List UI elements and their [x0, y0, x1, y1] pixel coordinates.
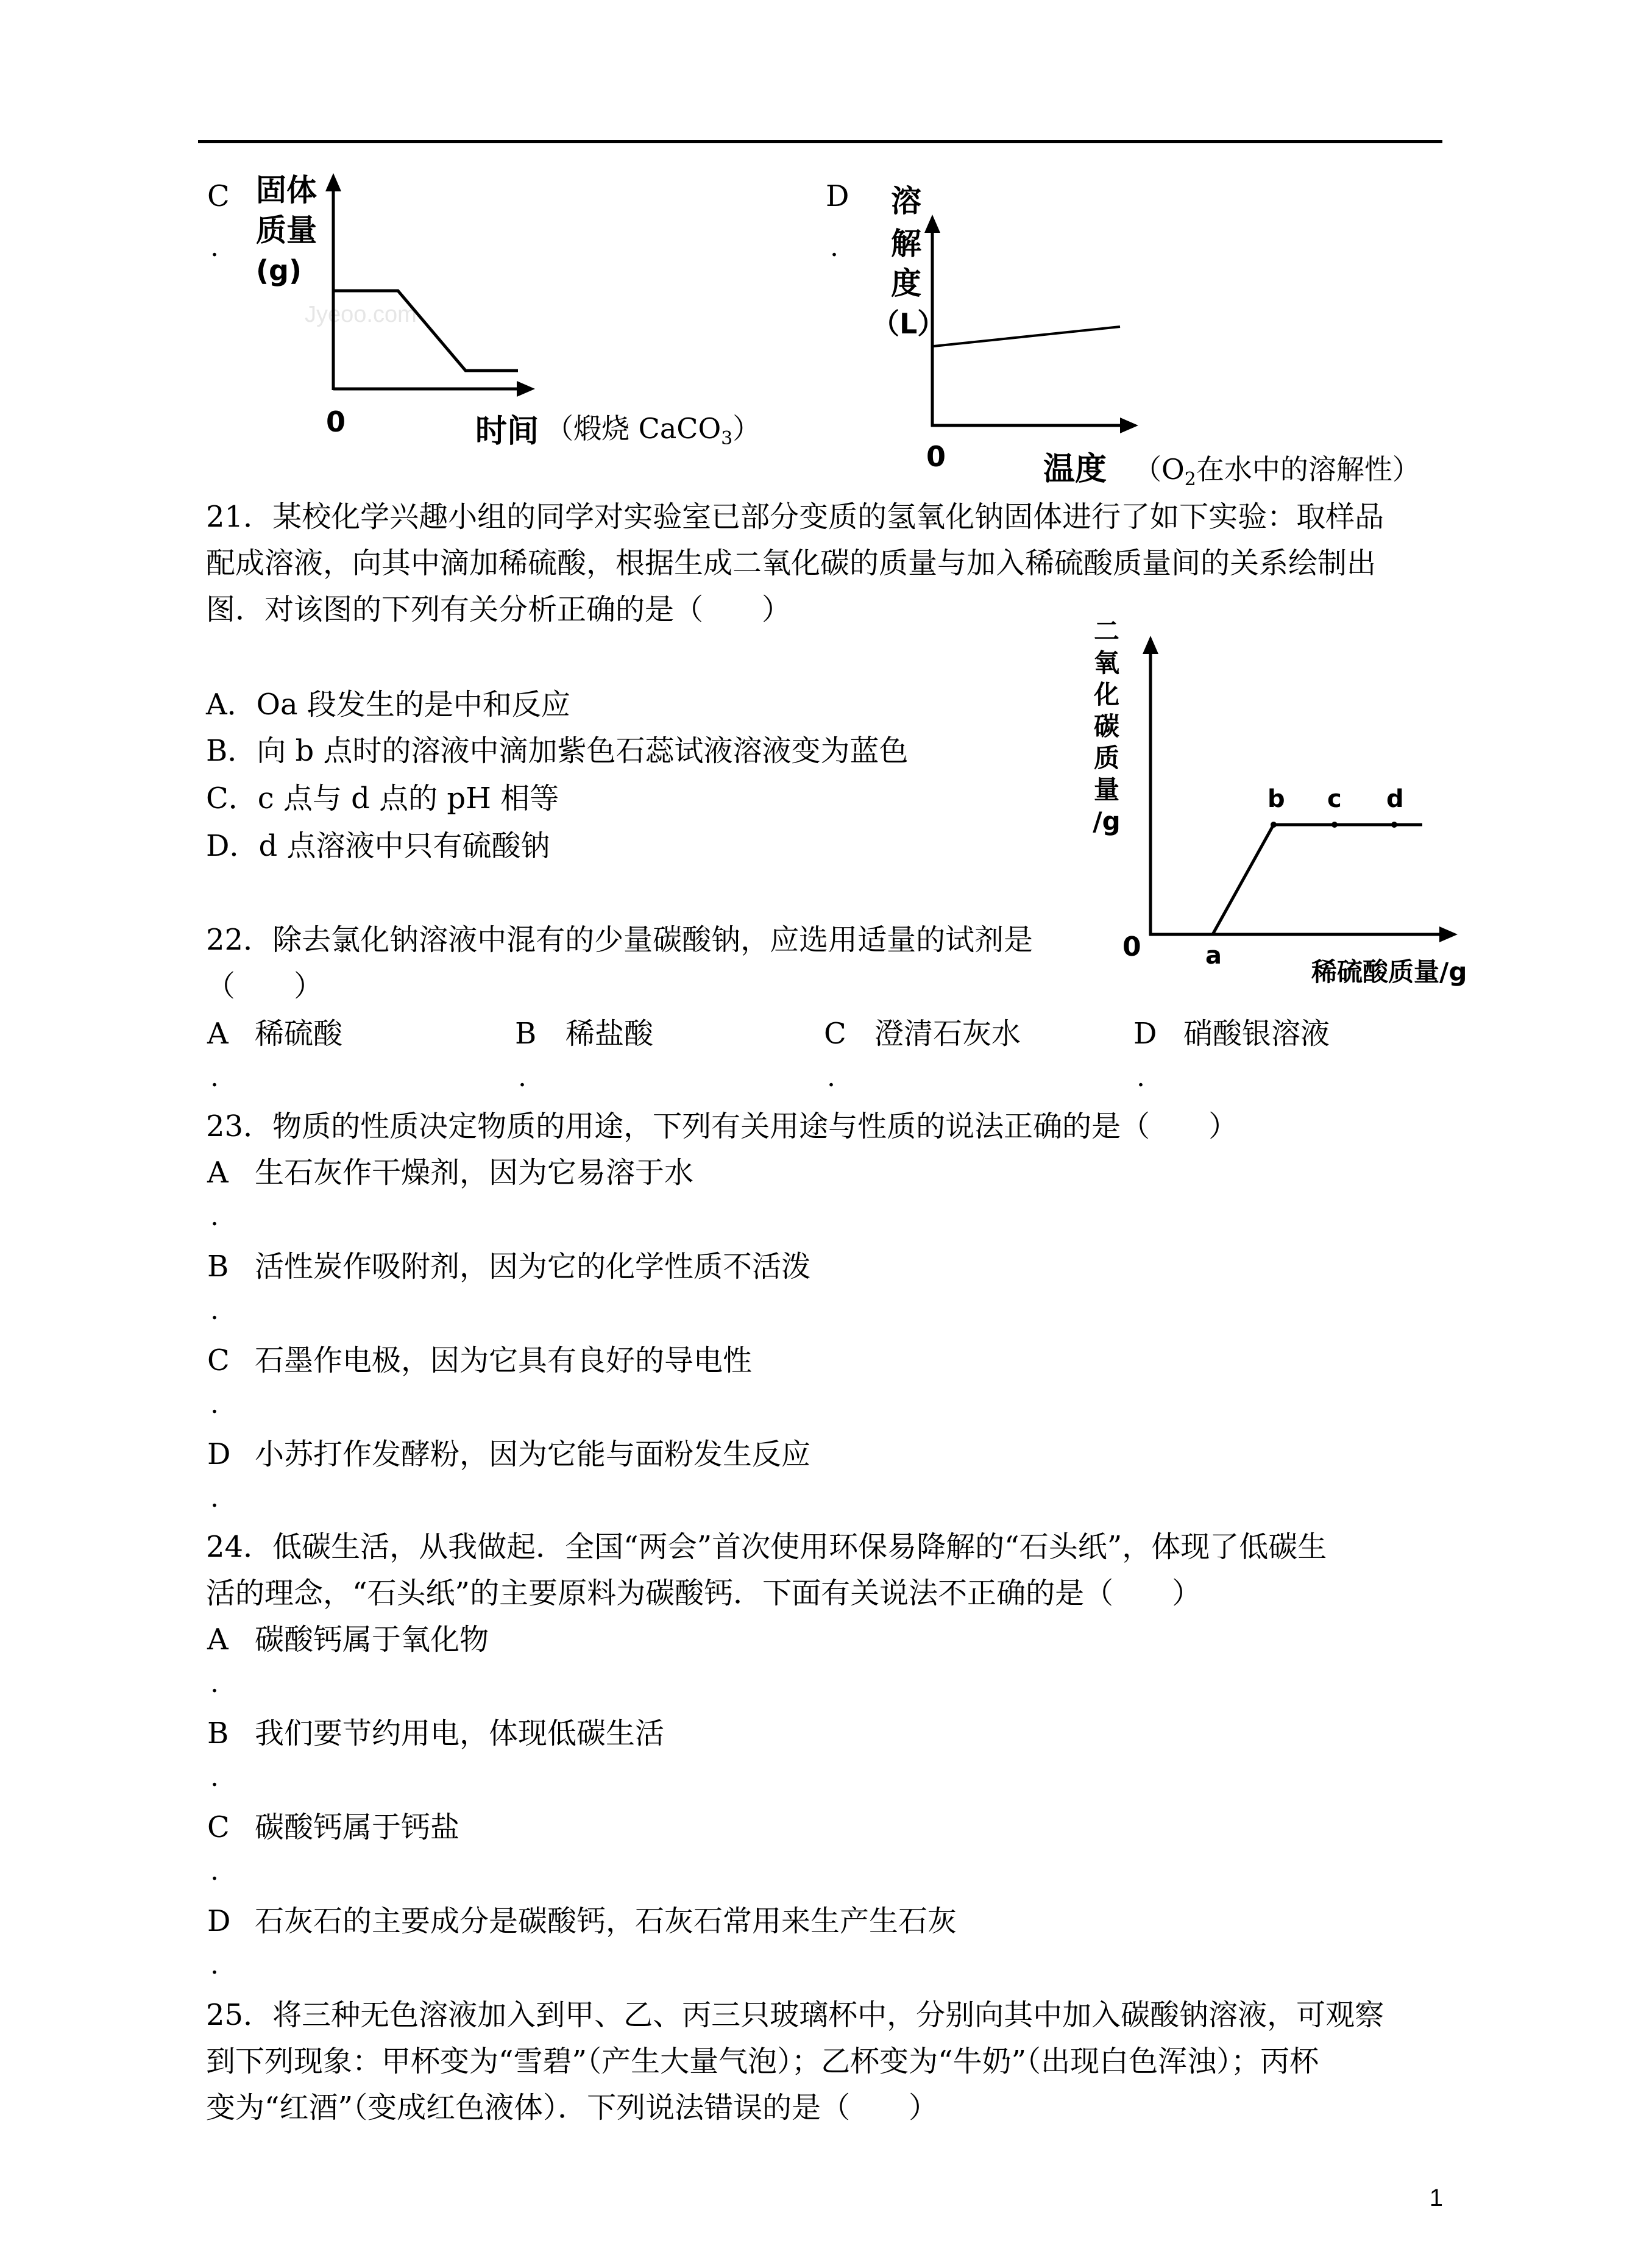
q21-ylabel-2: 氧 [1093, 648, 1119, 678]
q22-stem-line-1: 22．除去氯化钠溶液中混有的少量碳酸钠，应选用适量的试剂是 [206, 923, 1034, 957]
q22-option-c-letter: C [824, 1017, 846, 1051]
q22-option-d-dot: . [1136, 1062, 1145, 1093]
q23-option-b-letter: B [207, 1250, 229, 1284]
figure-d-origin: 0 [926, 440, 946, 473]
q21-x-arrow [1439, 926, 1458, 942]
q21-label-d: d [1386, 785, 1404, 813]
q23-option-c-dot: . [210, 1388, 219, 1420]
figure-d-ylabel-3: 度 [891, 266, 921, 301]
figure-c-ylabel-3: (g) [256, 254, 302, 287]
figure-d-ylabel-1: 溶 [891, 183, 921, 219]
q21-point-d [1391, 822, 1397, 828]
q24-option-c-dot: . [210, 1855, 219, 1886]
q21-point-c [1331, 822, 1338, 828]
page-number: 1 [1429, 2184, 1443, 2211]
q22-option-b-dot: . [518, 1062, 526, 1093]
q24-option-a[interactable]: 碳酸钙属于氧化物 [255, 1623, 489, 1657]
q24-option-c-letter: C [207, 1810, 230, 1844]
q24-option-b-dot: . [210, 1761, 219, 1793]
q24-option-b[interactable]: 我们要节约用电，体现低碳生活 [255, 1716, 665, 1751]
figure-c-letter: C [207, 179, 230, 213]
figure-d-xnote-sub: 2 [1184, 469, 1196, 491]
q25-stem-line-1: 25．将三种无色溶液加入到甲、乙、丙三只玻璃杯中，分别向其中加入碳酸钠溶液，可观察 [206, 1998, 1384, 2032]
q24-option-b-letter: B [207, 1716, 229, 1751]
q21-plot [1133, 631, 1475, 948]
q21-label-c: c [1327, 785, 1342, 813]
figure-d-y-arrow [924, 215, 940, 233]
figure-c-plot [317, 171, 536, 402]
q23-option-d-letter: D [207, 1437, 231, 1471]
q23-option-d[interactable]: 小苏打作发酵粉，因为它能与面粉发生反应 [255, 1437, 811, 1471]
q23-option-a-letter: A [207, 1156, 229, 1190]
q25-stem-line-2: 到下列现象：甲杯变为“雪碧”（产生大量气泡）；乙杯变为“牛奶”（出现白色浑浊）；丙杯 [206, 2044, 1319, 2078]
figure-c-x-arrow [517, 381, 535, 397]
q21-ylabel-5: 质 [1093, 743, 1119, 773]
q22-option-b[interactable]: 稀盐酸 [566, 1017, 654, 1051]
q21-point-b [1271, 822, 1277, 828]
figure-c-y-arrow [325, 173, 341, 191]
q24-stem-line-2: 活的理念，“石头纸”的主要原料为碳酸钙．下面有关说法不正确的是（ ） [206, 1576, 1202, 1610]
q23-option-b-dot: . [210, 1295, 219, 1326]
q21-xlabel: 稀硫酸质量/g [1311, 957, 1467, 987]
figure-c-ylabel-2: 质量 [256, 213, 317, 248]
q23-option-a[interactable]: 生石灰作干燥剂，因为它易溶于水 [255, 1156, 694, 1190]
figure-c-xnote [545, 411, 760, 456]
q24-option-d-letter: D [207, 1904, 231, 1938]
figure-c-xnote-text: （煅烧 CaCO [545, 412, 722, 445]
q22-option-c-dot: . [827, 1062, 835, 1093]
q22-option-c[interactable]: 澄清石灰水 [874, 1017, 1021, 1051]
figure-c-xlabel: 时间 [475, 413, 539, 450]
q21-label-b: b [1268, 785, 1285, 813]
figure-c-xnote-sub: 3 [721, 428, 733, 450]
figure-d-xlabel: 温度 [1043, 451, 1107, 488]
q23-option-c[interactable]: 石墨作电极，因为它具有良好的导电性 [255, 1343, 753, 1378]
header-rule [198, 140, 1442, 143]
q22-option-d[interactable]: 硝酸银溶液 [1183, 1017, 1330, 1051]
q23-stem: 23．物质的性质决定物质的用途，下列有关用途与性质的说法正确的是（ ） [206, 1109, 1238, 1143]
figure-d-ylabel-4: （L） [871, 307, 946, 340]
q24-stem-line-1: 24．低碳生活，从我做起．全国“两会”首次使用环保易降解的“石头纸”，体现了低碳生 [206, 1530, 1327, 1564]
q21-ylabel-3: 化 [1093, 680, 1119, 709]
q21-y-arrow [1143, 636, 1158, 654]
figure-d-line [934, 327, 1120, 346]
q24-option-a-letter: A [207, 1623, 229, 1657]
q22-option-b-letter: B [515, 1017, 537, 1051]
q24-option-c[interactable]: 碳酸钙属于钙盐 [255, 1810, 460, 1844]
q22-option-d-letter: D [1133, 1017, 1157, 1051]
figure-c-ylabel-1: 固体 [256, 172, 317, 208]
q22-option-a-letter: A [207, 1017, 229, 1051]
q21-option-a[interactable]: A．Oa 段发生的是中和反应 [206, 688, 570, 722]
q23-option-d-dot: . [210, 1482, 219, 1513]
figure-c-xnote-end: ） [732, 412, 761, 445]
q23-option-c-letter: C [207, 1343, 230, 1378]
figure-d-xnote [1133, 452, 1420, 497]
q21-curve [1150, 825, 1422, 934]
figure-d-plot [914, 207, 1158, 439]
q21-ylabel [1091, 616, 1122, 837]
q21-label-a: a [1205, 942, 1222, 970]
figure-d-xnote-end: 在水中的溶解性） [1196, 453, 1420, 486]
q21-ylabel-6: 量 [1093, 775, 1119, 805]
figure-c-watermark: Jyeoo.com [305, 302, 417, 327]
q21-ylabel-7: /g [1093, 806, 1121, 836]
figure-d-xnote-pre: （O [1133, 453, 1185, 486]
q24-option-a-dot: . [210, 1668, 219, 1699]
q21-ylabel-4: 碳 [1093, 711, 1119, 741]
q23-option-a-dot: . [210, 1201, 219, 1232]
q22-option-a[interactable]: 稀硫酸 [255, 1017, 343, 1051]
q21-stem-line-3: 图．对该图的下列有关分析正确的是（ ） [206, 592, 792, 627]
figure-d-letter: D [826, 179, 849, 213]
q22-stem-line-2: （ ） [206, 969, 324, 1003]
q24-option-d[interactable]: 石灰石的主要成分是碳酸钙，石灰石常用来生产生石灰 [255, 1904, 957, 1938]
q21-ylabel-1: 二 [1093, 616, 1119, 646]
q21-origin: 0 [1122, 931, 1141, 962]
figure-c-origin: 0 [326, 405, 346, 438]
figure-d-dot: . [830, 232, 838, 263]
figure-c-curve [335, 291, 518, 371]
q22-option-a-dot: . [210, 1062, 219, 1093]
figure-d-ylabel-2: 解 [891, 226, 921, 261]
q21-stem-line-2: 配成溶液，向其中滴加稀硫酸，根据生成二氧化碳的质量与加入稀硫酸质量间的关系绘制出 [206, 546, 1377, 580]
q21-option-b[interactable]: B．向 b 点时的溶液中滴加紫色石蕊试液溶液变为蓝色 [206, 734, 909, 768]
q24-option-d-dot: . [210, 1949, 219, 1980]
q21-option-c[interactable]: C．c 点与 d 点的 pH 相等 [206, 781, 559, 816]
q21-stem-line-1: 21．某校化学兴趣小组的同学对实验室已部分变质的氢氧化钠固体进行了如下实验：取样品 [206, 500, 1384, 534]
figure-d-x-arrow [1120, 418, 1138, 433]
q23-option-b[interactable]: 活性炭作吸附剂，因为它的化学性质不活泼 [255, 1250, 811, 1284]
figure-c-dot: . [210, 232, 219, 263]
q25-stem-line-3: 变为“红酒”（变成红色液体）．下列说法错误的是（ ） [206, 2091, 938, 2125]
q21-option-d[interactable]: D．d 点溶液中只有硫酸钠 [206, 829, 550, 863]
